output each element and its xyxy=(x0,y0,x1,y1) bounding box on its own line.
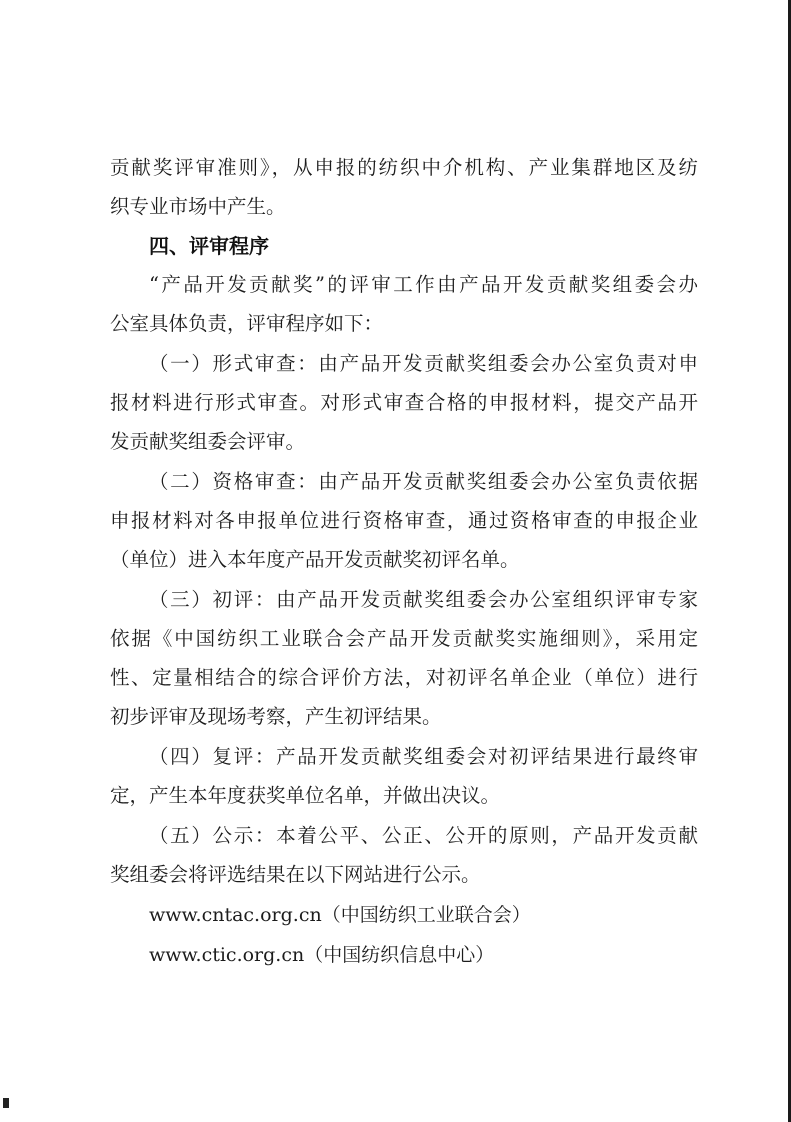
step-line: （二）资格审查：由产品开发贡献奖组委会办公室负责依据 xyxy=(149,470,698,493)
paragraph-line: “产品开发贡献奖”的评审工作由产品开发贡献奖组委会办 xyxy=(149,273,698,296)
step-line: （五）公示：本着公平、公正、公开的原则，产品开发贡献 xyxy=(149,824,698,847)
step-line: 申报材料对各申报单位进行资格审查，通过资格审查的申报企业 xyxy=(110,509,698,532)
step-line: 性、定量相结合的综合评价方法，对初评名单企业（单位）进行 xyxy=(110,666,698,689)
step-line: 报材料进行形式审查。对形式审查合格的申报材料，提交产品开 xyxy=(110,391,698,414)
step-line: 发贡献奖组委会评审。 xyxy=(110,430,306,453)
paragraph-line: 公室具体负责，评审程序如下： xyxy=(110,312,384,335)
step-line: 依据《中国纺织工业联合会产品开发贡献奖实施细则》，采用定 xyxy=(110,627,698,650)
scan-artifact-mark xyxy=(3,1098,9,1108)
paragraph-line: 织专业市场中产生。 xyxy=(110,195,286,218)
step-line: （单位）进入本年度产品开发贡献奖初评名单。 xyxy=(110,548,520,571)
step-line: 定，产生本年度获奖单位名单，并做出决议。 xyxy=(110,784,501,807)
section-heading: 四、评审程序 xyxy=(149,234,269,258)
step-line: （四）复评：产品开发贡献奖组委会对初评结果进行最终审 xyxy=(149,745,698,768)
step-line: 初步评审及现场考察，产生初评结果。 xyxy=(110,705,442,728)
step-line: 奖组委会将评选结果在以下网站进行公示。 xyxy=(110,863,481,886)
step-line: （三）初评：由产品开发贡献奖组委会办公室组织评审专家 xyxy=(149,588,698,611)
paragraph-line: 贡献奖评审准则》，从申报的纺织中介机构、产业集群地区及纺 xyxy=(110,156,698,179)
website-link-ctic[interactable]: www.ctic.org.cn（中国纺织信息中心） xyxy=(149,944,495,966)
step-line: （一）形式审查：由产品开发贡献奖组委会办公室负责对申 xyxy=(149,352,698,375)
website-link-cntac[interactable]: www.cntac.org.cn（中国纺织工业联合会） xyxy=(149,904,531,926)
